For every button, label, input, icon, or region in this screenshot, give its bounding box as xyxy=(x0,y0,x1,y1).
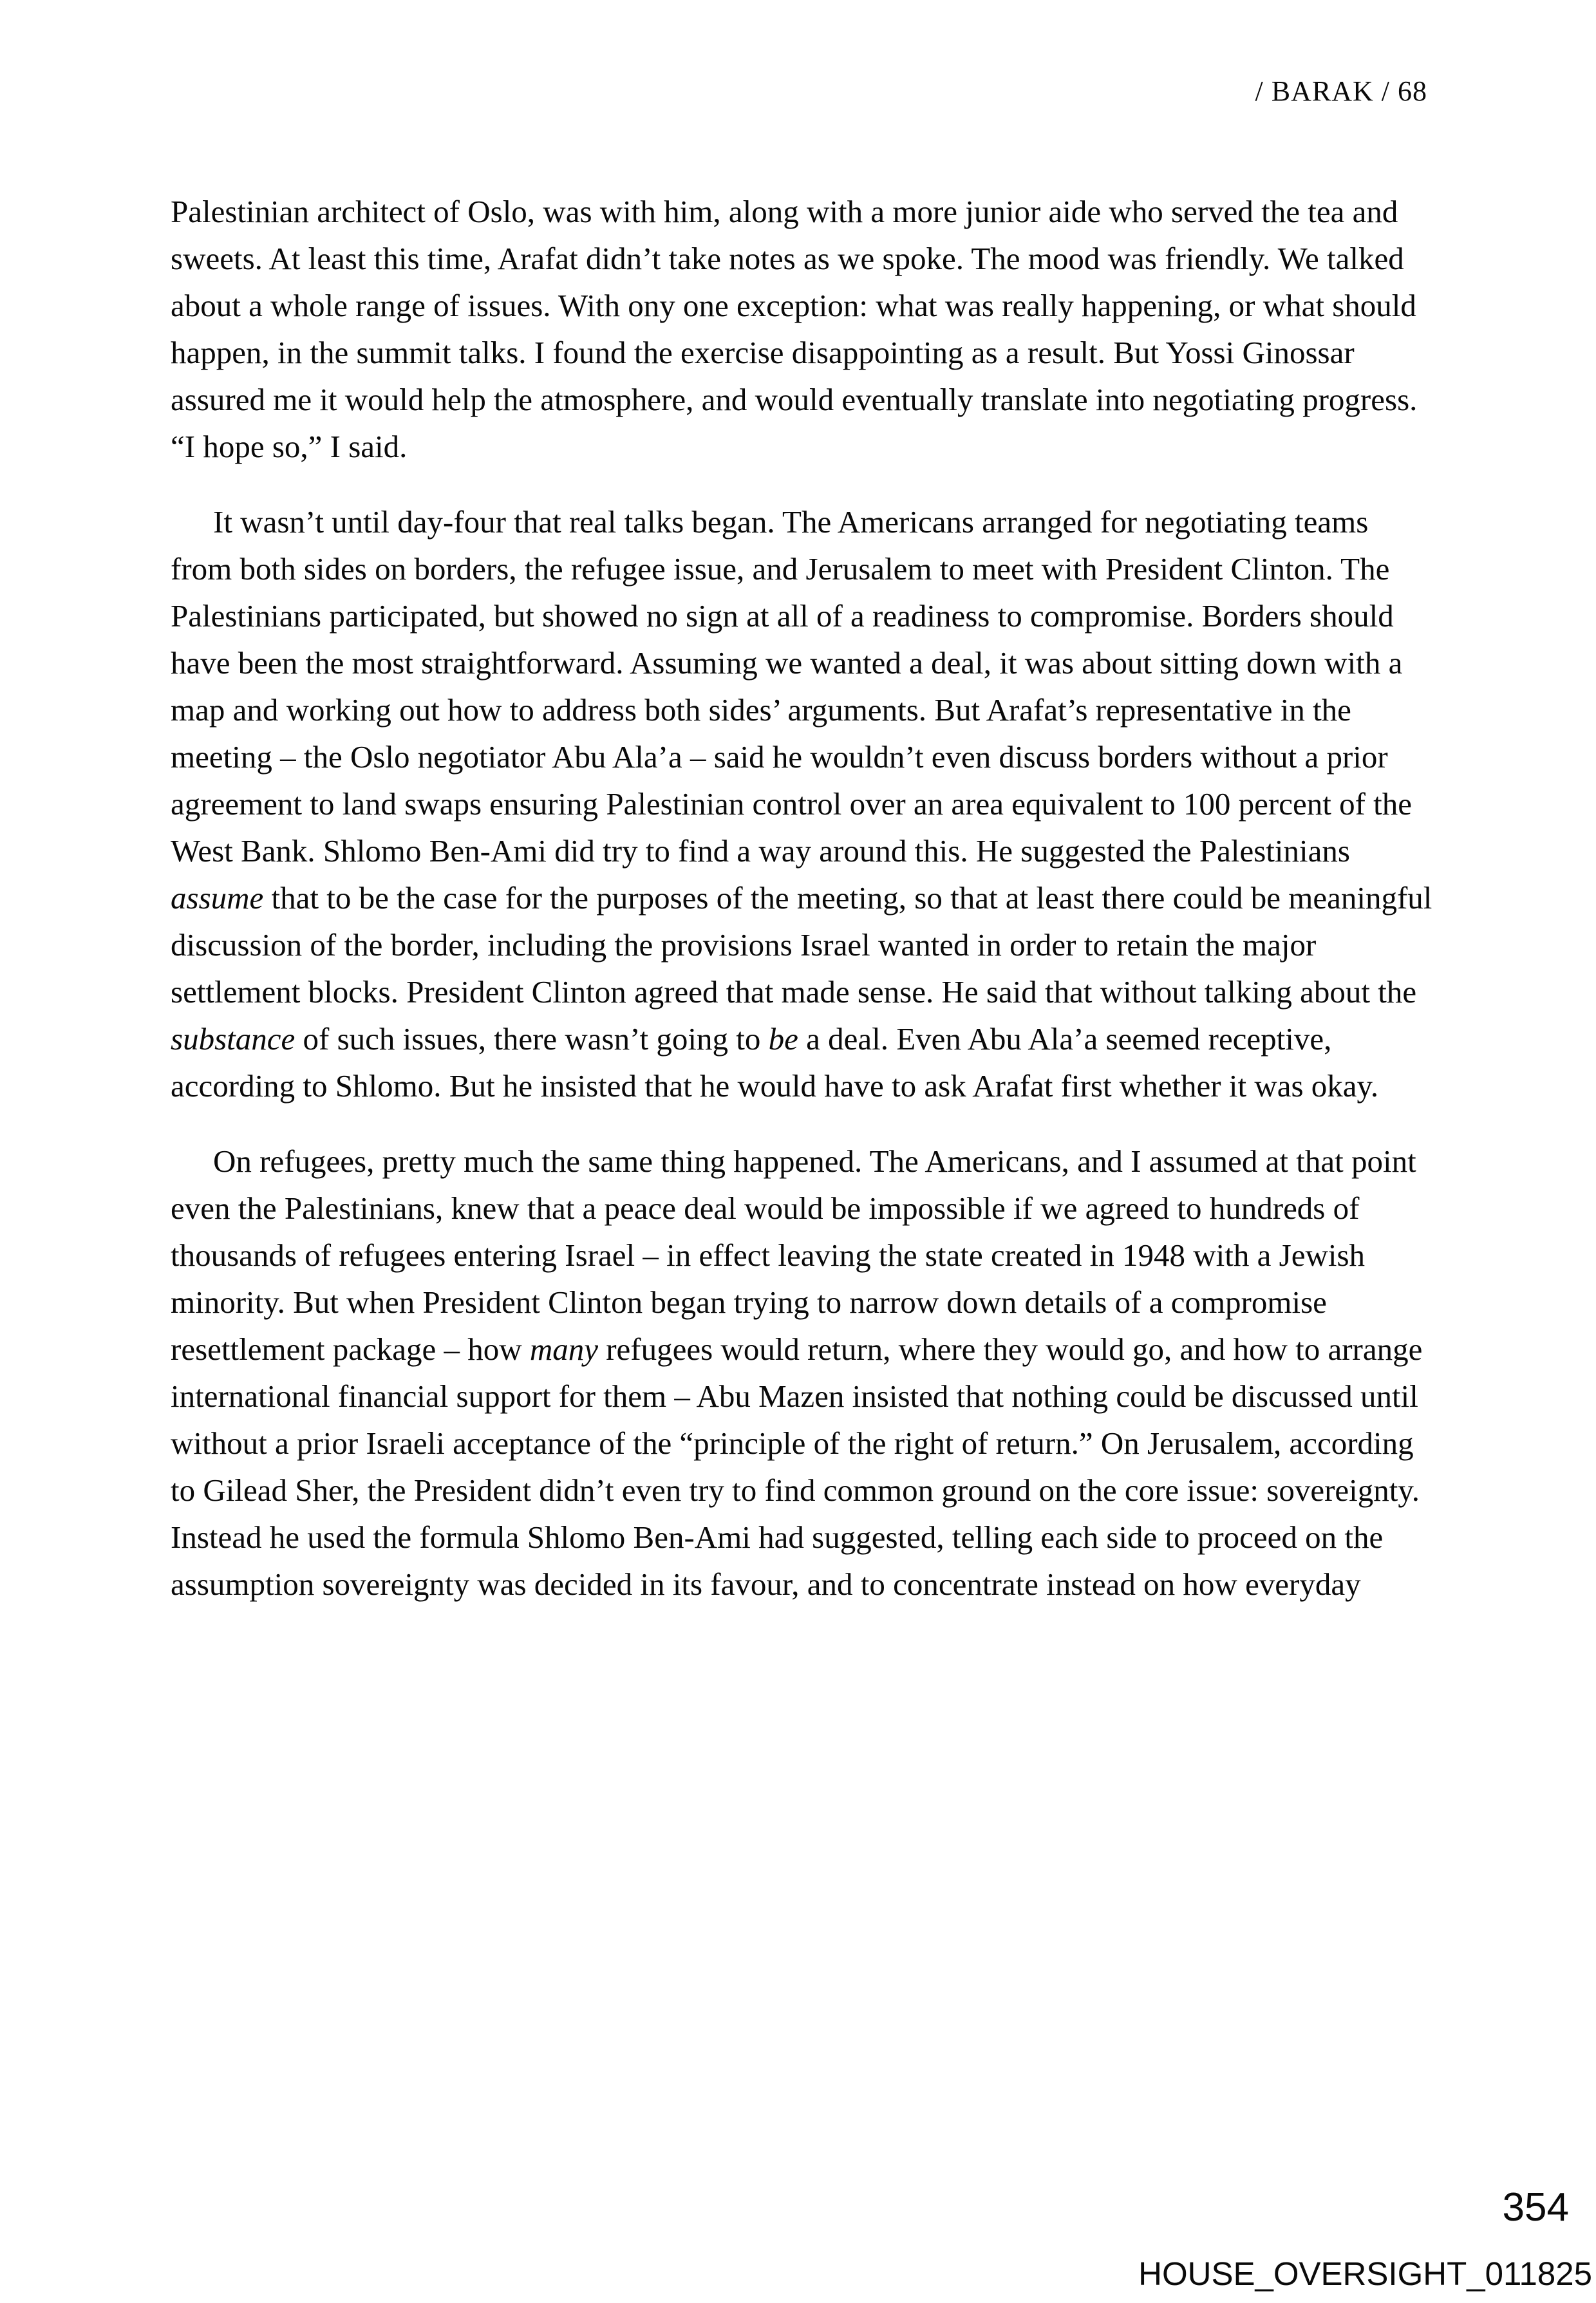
paragraph-segment: On refugees, pretty much the same thing happened. The Americans, and I assumed at that point even the Palestinians, knew that a peace deal would be impossible if we agreed to hundreds of thousands of refugees entering Israel – in effect leaving the state created in 1948 with a Jewish minority. But when President Clinton began trying to narrow down details of a compromise resettlement package – how xyxy=(171,1143,1416,1367)
paragraph xyxy=(171,498,1432,1109)
running-header: / BARAK / 68 xyxy=(1255,75,1427,107)
page-number: 354 xyxy=(1502,2185,1569,2230)
paragraph xyxy=(171,188,1432,470)
paragraph-italic-segment: substance xyxy=(171,1021,296,1057)
paragraph-italic-segment: many xyxy=(529,1331,598,1367)
paragraph-segment: of such issues, there wasn’t going to xyxy=(295,1021,769,1057)
document-body xyxy=(171,188,1432,1636)
bates-stamp-watermark: HOUSE_OVERSIGHT_011825 xyxy=(1138,2255,1592,2292)
paragraph-italic-segment: be xyxy=(768,1021,798,1057)
paragraph-italic-segment: assume xyxy=(171,880,264,916)
paragraph-segment: refugees would return, where they would go, and how to arrange international financial support for them – Abu Mazen insisted that nothing could be discussed until without a prior Israeli acceptance of the “principle of the right of return.” On Jerusalem, according to Gilead Sher, the President didn’t even try to find common ground on the core issue: sovereignty. Instead he used the formula Shlomo Ben-Ami had suggested, telling each side to proceed on the assumption sovereignty was decided in its favour, and to concentrate instead on how everyday xyxy=(171,1331,1423,1602)
paragraph-segment: Palestinian architect of Oslo, was with him, along with a more junior aide who served the tea and sweets. At least this time, Arafat didn’t take notes as we spoke. The mood was friendly. We talked about a whole range of issues. With ony one exception: what was really happening, or what should happen, in the summit talks. I found the exercise disappointing as a result. But Yossi Ginossar assured me it would help the atmosphere, and would eventually translate into negotiating progress. “I hope so,” I said. xyxy=(171,194,1418,464)
paragraph-segment: that to be the case for the purposes of the meeting, so that at least there could be meaningful discussion of the border, including the provisions Israel wanted in order to retain the major settlement blocks. President Clinton agreed that made sense. He said that without talking about the xyxy=(171,880,1432,1010)
paragraph-segment: a deal. Even Abu Ala’a seemed receptive, according to Shlomo. But he insisted that he would have to ask Arafat first whether it was okay. xyxy=(171,1021,1379,1104)
paragraph xyxy=(171,1138,1432,1608)
paragraph-segment: It wasn’t until day-four that real talks began. The Americans arranged for negotiating teams from both sides on borders, the refugee issue, and Jerusalem to meet with President Clinton. The Palestinians participated, but showed no sign at all of a readiness to compromise. Borders should have been the most straightforward. Assuming we wanted a deal, it was about sitting down with a map and working out how to address both sides’ arguments. But Arafat’s representative in the meeting – the Oslo negotiator Abu Ala’a – said he wouldn’t even discuss borders without a prior agreement to land swaps ensuring Palestinian control over an area equivalent to 100 percent of the West Bank. Shlomo Ben-Ami did try to find a way around this. He suggested the Palestinians xyxy=(171,504,1413,869)
